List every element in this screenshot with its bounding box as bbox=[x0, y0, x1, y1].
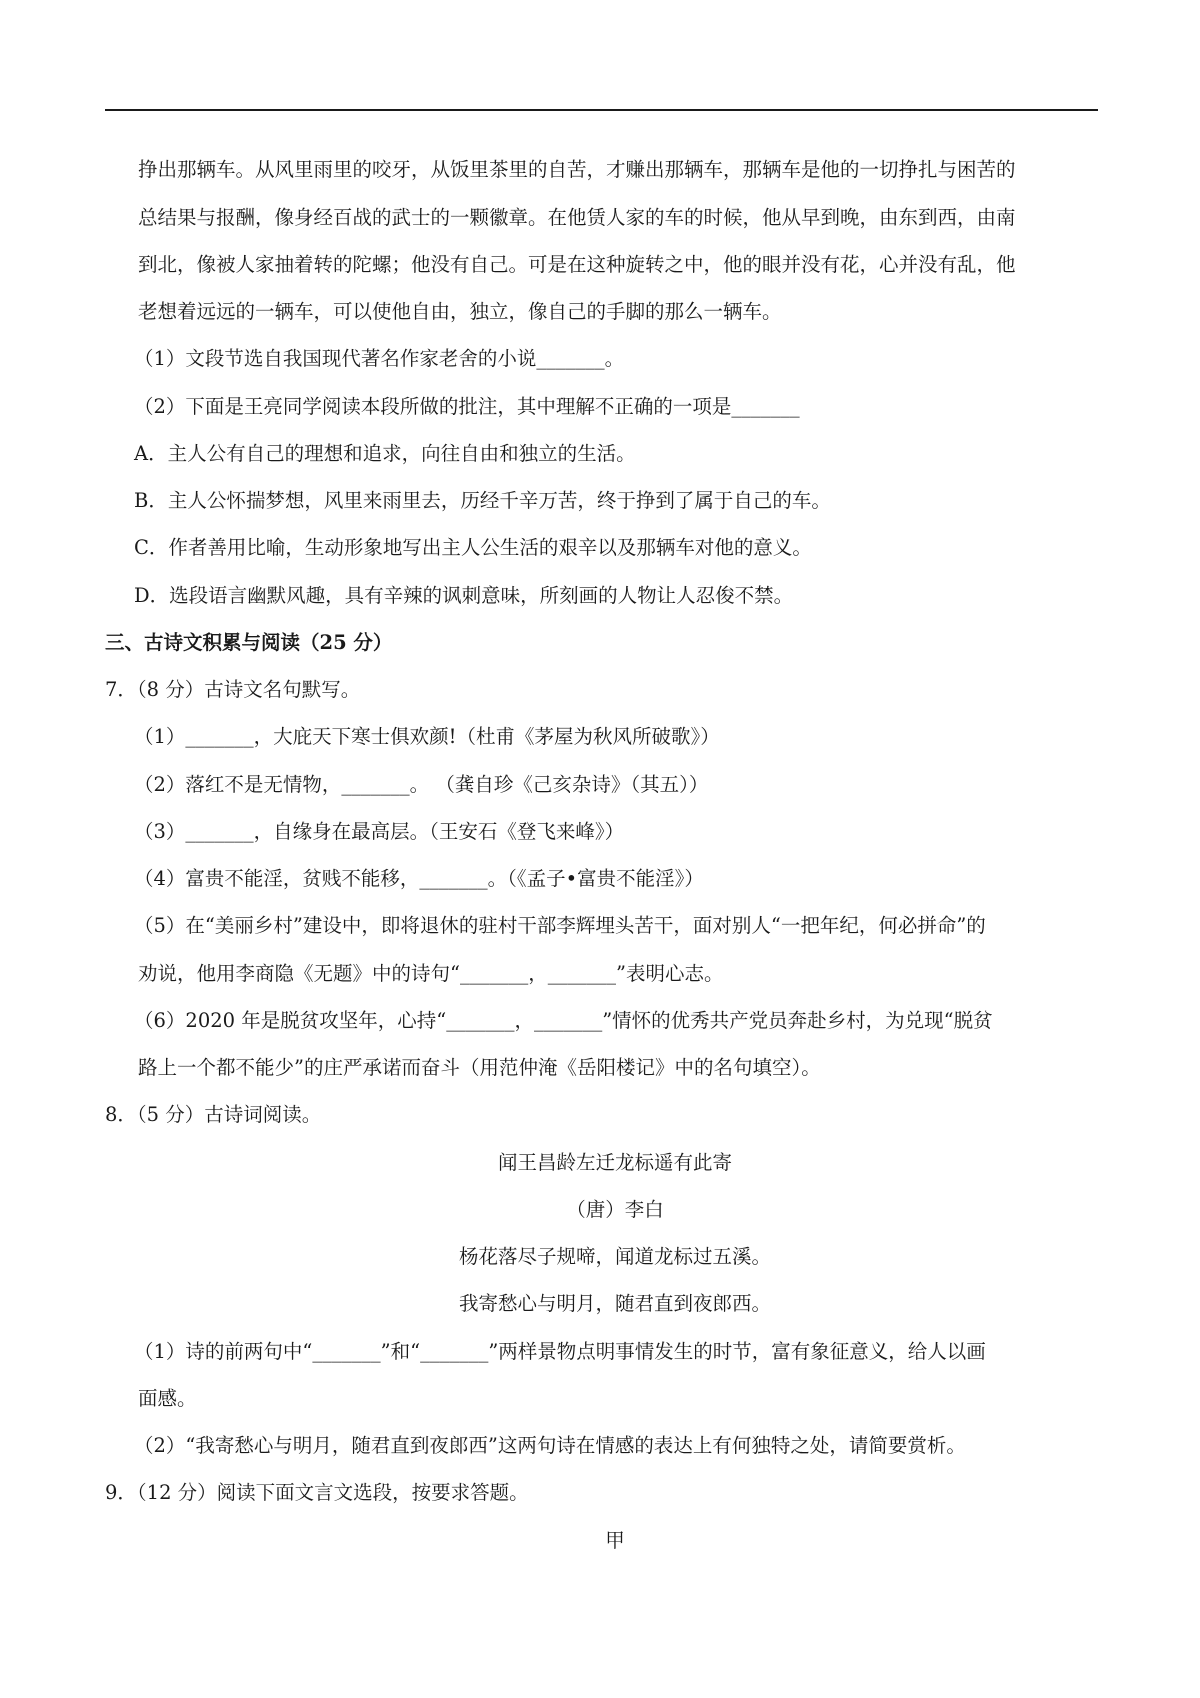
q7-sub2: （2）落红不是无情物，_______。 （龚自珍《己亥杂诗》（其五）） bbox=[134, 773, 709, 796]
q6-option-b: B．主人公怀揣梦想，风里来雨里去，历经千辛万苦，终于挣到了属于自己的车。 bbox=[134, 489, 831, 512]
poem-title: 闻王昌龄左迁龙标遥有此寄 bbox=[497, 1151, 732, 1174]
poem-line-2: 我寄愁心与明月，随君直到夜郎西。 bbox=[458, 1292, 771, 1315]
q6-option-d: D．选段语言幽默风趣，具有辛辣的讽刺意味，所刻画的人物让人忍俊不禁。 bbox=[134, 584, 794, 607]
q6-option-c: C．作者善用比喻，生动形象地写出主人公生活的艰辛以及那辆车对他的意义。 bbox=[134, 536, 812, 559]
q9-passage-label: 甲 bbox=[605, 1529, 625, 1552]
q7-sub1: （1）_______，大庇天下寒士俱欢颜!（杜甫《茅屋为秋风所破歌》） bbox=[134, 725, 720, 748]
q7-sub6-line1: （6）2020 年是脱贫攻坚年，心持“_______，_______”情怀的优秀共产党员奔赴乡村，为兑现“脱贫 bbox=[134, 1009, 993, 1032]
poem-author: （唐）李白 bbox=[566, 1198, 664, 1221]
header-rule bbox=[105, 109, 1098, 111]
q7-sub6-line2: 路上一个都不能少”的庄严承诺而奋斗（用范仲淹《岳阳楼记》中的名句填空）。 bbox=[138, 1056, 821, 1079]
q8-sub2: （2）“我寄愁心与明月，随君直到夜郎西”这两句诗在情感的表达上有何独特之处，请简要赏析。 bbox=[134, 1434, 966, 1457]
q8-sub1-line2: 面感。 bbox=[138, 1387, 197, 1410]
section-3-heading: 三、古诗文积累与阅读（25 分） bbox=[105, 631, 393, 654]
q6-sub2: （2）下面是王亮同学阅读本段所做的批注，其中理解不正确的一项是_______ bbox=[134, 395, 800, 418]
q7-sub5-line1: （5）在“美丽乡村”建设中，即将退休的驻村干部李辉埋头苦干，面对别人“一把年纪，何必拼命”的 bbox=[134, 914, 986, 937]
passage-line-3: 到北，像被人家抽着转的陀螺；他没有自己。可是在这种旋转之中，他的眼并没有花，心并没有乱，他 bbox=[138, 253, 1016, 276]
poem-line-1: 杨花落尽子规啼，闻道龙标过五溪。 bbox=[458, 1245, 771, 1268]
passage-line-1: 挣出那辆车。从风里雨里的咬牙，从饭里茶里的自苦，才赚出那辆车，那辆车是他的一切挣扎与困苦的 bbox=[138, 158, 1016, 181]
q7-sub3: （3）_______，自缘身在最高层。（王安石《登飞来峰》） bbox=[134, 820, 625, 843]
passage-line-4: 老想着远远的一辆车，可以使他自由，独立，像自己的手脚的那么一辆车。 bbox=[138, 300, 782, 323]
passage-line-2: 总结果与报酬，像身经百战的武士的一颗徽章。在他赁人家的车的时候，他从早到晚，由东到西，由南 bbox=[138, 206, 1016, 229]
q6-option-a: A．主人公有自己的理想和追求，向往自由和独立的生活。 bbox=[134, 442, 636, 465]
q7-sub5-line2: 劝说，他用李商隐《无题》中的诗句“_______，_______”表明心志。 bbox=[138, 962, 724, 985]
q7-title: 7．（8 分）古诗文名句默写。 bbox=[105, 678, 361, 701]
q8-title: 8．（5 分）古诗词阅读。 bbox=[105, 1103, 322, 1126]
q6-sub1: （1）文段节选自我国现代著名作家老舍的小说_______。 bbox=[134, 347, 625, 370]
q7-sub4: （4）富贵不能淫，贫贱不能移，_______。（《孟子•富贵不能淫》） bbox=[134, 867, 704, 890]
q8-sub1-line1: （1）诗的前两句中“_______”和“_______”两样景物点明事情发生的时节，富有象征意义，给人以画 bbox=[134, 1340, 986, 1363]
q9-title: 9．（12 分）阅读下面文言文选段，按要求答题。 bbox=[105, 1481, 529, 1504]
